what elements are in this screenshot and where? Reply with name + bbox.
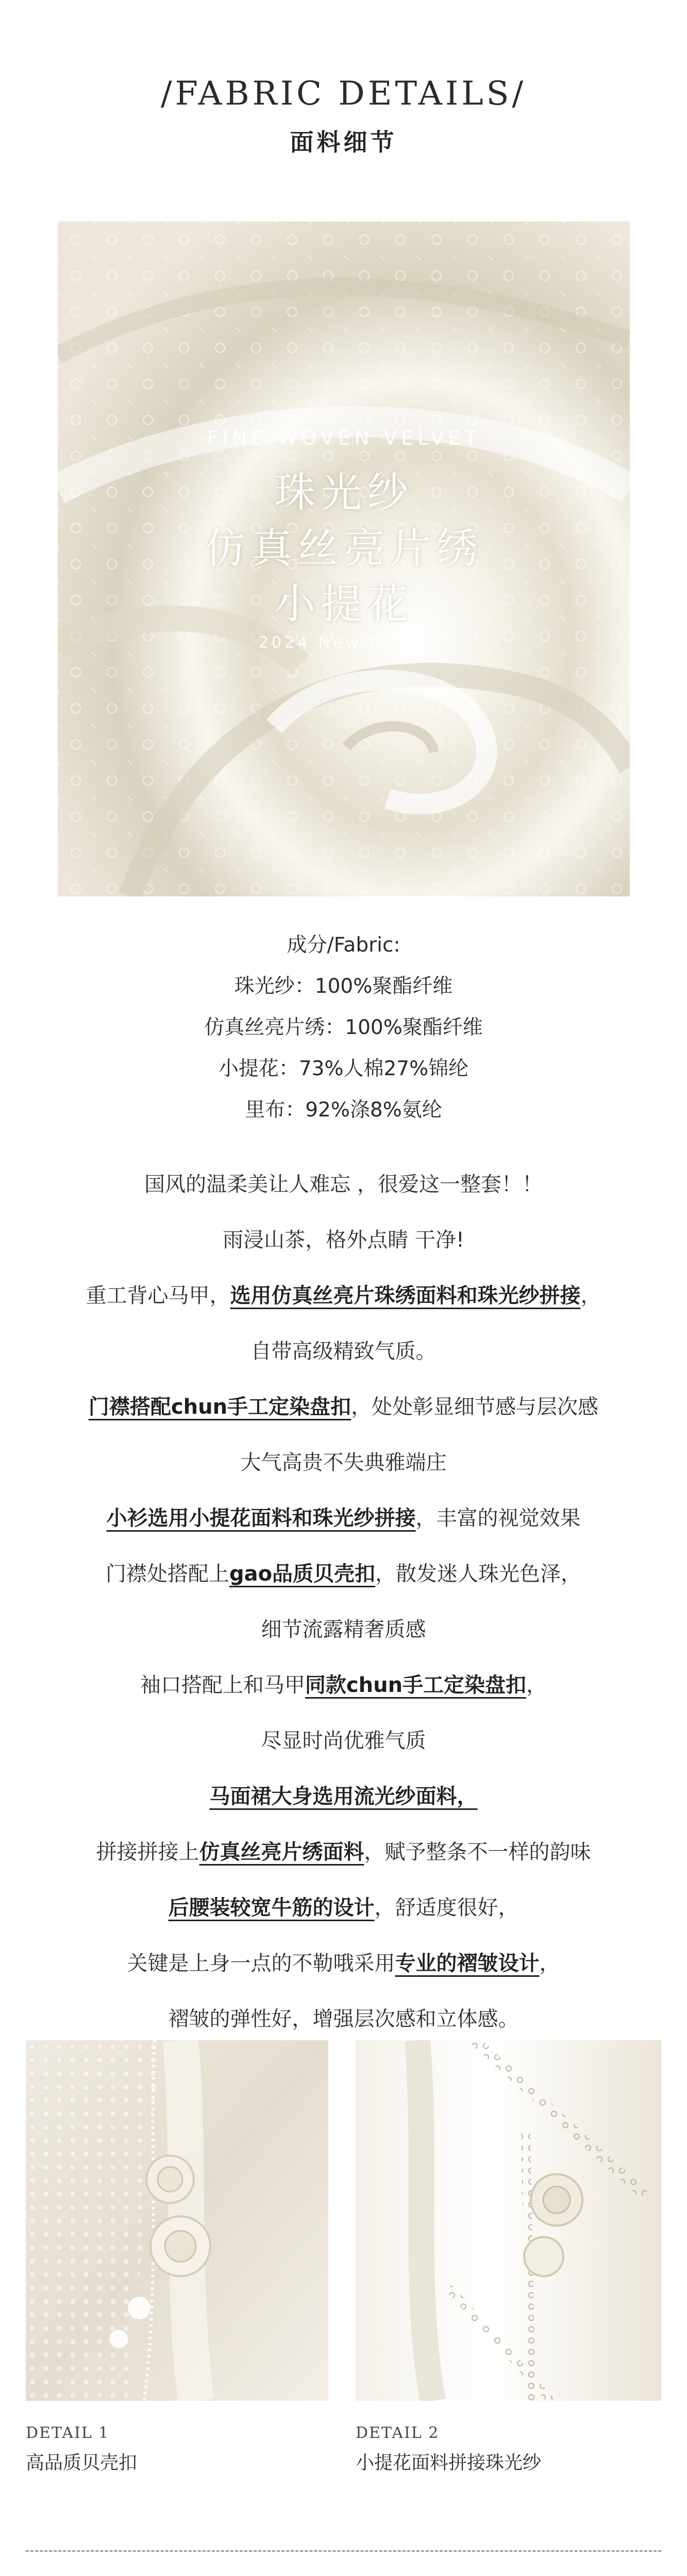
product-description xyxy=(0,1157,687,2047)
highlight-text: 同款chun手工定染盘扣 xyxy=(305,1673,527,1697)
composition-item: 仿真丝亮片绣：100%聚酯纤维 xyxy=(204,1016,483,1039)
highlight-text: 仿真丝亮片绣面料 xyxy=(199,1840,364,1864)
highlight-text: 后腰装较宽牛筋的设计 xyxy=(168,1896,375,1920)
highlight-text: 专业的褶皱设计 xyxy=(395,1952,540,1975)
fabric-details-subtitle: 面料细节 xyxy=(290,128,397,156)
composition-item: 珠光纱：100%聚酯纤维 xyxy=(234,975,453,998)
hero-collection-year: 2024 New Nanik xyxy=(258,634,429,652)
description-line: 重工背心马甲，选用仿真丝亮片珠绣面料和珠光纱拼接， xyxy=(86,1284,601,1308)
highlight-text: 门襟搭配chun手工定染盘扣 xyxy=(88,1395,351,1419)
description-line: 门襟处搭配上gao品质贝壳扣，散发迷人珠光色泽， xyxy=(105,1562,582,1586)
description-line xyxy=(0,1769,687,1824)
detail-1-name: 高品质贝壳扣 xyxy=(26,2452,138,2473)
highlight-text: gao品质贝壳扣 xyxy=(229,1562,376,1586)
section-divider xyxy=(26,2550,661,2552)
description-line: 后腰装较宽牛筋的设计，舒适度很好， xyxy=(168,1896,519,1920)
hero-fabric-name-1: 珠光纱 xyxy=(274,469,413,517)
composition-heading: 成分/Fabric: xyxy=(287,934,400,957)
detail-1-tag: DETAIL 1 xyxy=(26,2424,110,2442)
composition-item: 里布：92%涤8%氨纶 xyxy=(245,1098,442,1122)
hero-fabric-name-2: 仿真丝亮片绣 xyxy=(205,524,483,572)
detail-photo-jacquard-splice xyxy=(356,2040,661,2401)
fabric-composition xyxy=(0,925,687,1131)
description-line: 拼接拼接上仿真丝亮片绣面料，赋予整条不一样的韵味 xyxy=(96,1840,591,1864)
hero-english-caption: FINE WOVEN VELVET xyxy=(207,427,481,449)
description-line: 小衫选用小提花面料和珠光纱拼接，丰富的视觉效果 xyxy=(106,1506,581,1530)
description-line: 门襟搭配chun手工定染盘扣，处处彰显细节感与层次感 xyxy=(88,1395,599,1419)
detail-photo-shell-buttons xyxy=(26,2040,328,2401)
detail-2-name: 小提花面料拼接珠光纱 xyxy=(356,2452,542,2473)
shell-button-illustration xyxy=(26,2040,328,2401)
description-line: 袖口搭配上和马甲同款chun手工定染盘扣， xyxy=(140,1673,547,1697)
jacquard-splice-illustration xyxy=(356,2040,661,2401)
section-header xyxy=(0,77,687,158)
detail-2-tag: DETAIL 2 xyxy=(356,2424,440,2442)
highlight-text: 小衫选用小提花面料和珠光纱拼接 xyxy=(106,1506,416,1530)
description-line: 关键是上身一点的不勒哦采用专业的褶皱设计， xyxy=(127,1952,560,1975)
description-line: 细节流露精奢质感 xyxy=(261,1618,426,1641)
fabric-hero-image xyxy=(58,222,630,896)
description-line: 国风的温柔美让人难忘 ，很爱这一整套！！ xyxy=(144,1173,543,1196)
description-line: 自带高级精致气质。 xyxy=(250,1340,437,1363)
fabric-details-title: /FABRIC DETAILS/ xyxy=(160,75,527,113)
description-line: 褶皱的弹性好，增强层次感和立体感。 xyxy=(168,2007,519,2031)
composition-item: 小提花：73%人棉27%锦纶 xyxy=(218,1057,469,1080)
highlight-text: 选用仿真丝亮片珠绣面料和珠光纱拼接 xyxy=(230,1284,581,1308)
description-line: 雨浸山茶，格外点睛 干净! xyxy=(223,1228,464,1252)
description-line: 尽显时尚优雅气质 xyxy=(261,1729,426,1753)
highlight-text: 马面裙大身选用流光纱面料， xyxy=(209,1785,478,1808)
description-line: 大气高贵不失典雅端庄 xyxy=(240,1451,447,1475)
hero-fabric-name-3: 小提花 xyxy=(274,580,413,628)
